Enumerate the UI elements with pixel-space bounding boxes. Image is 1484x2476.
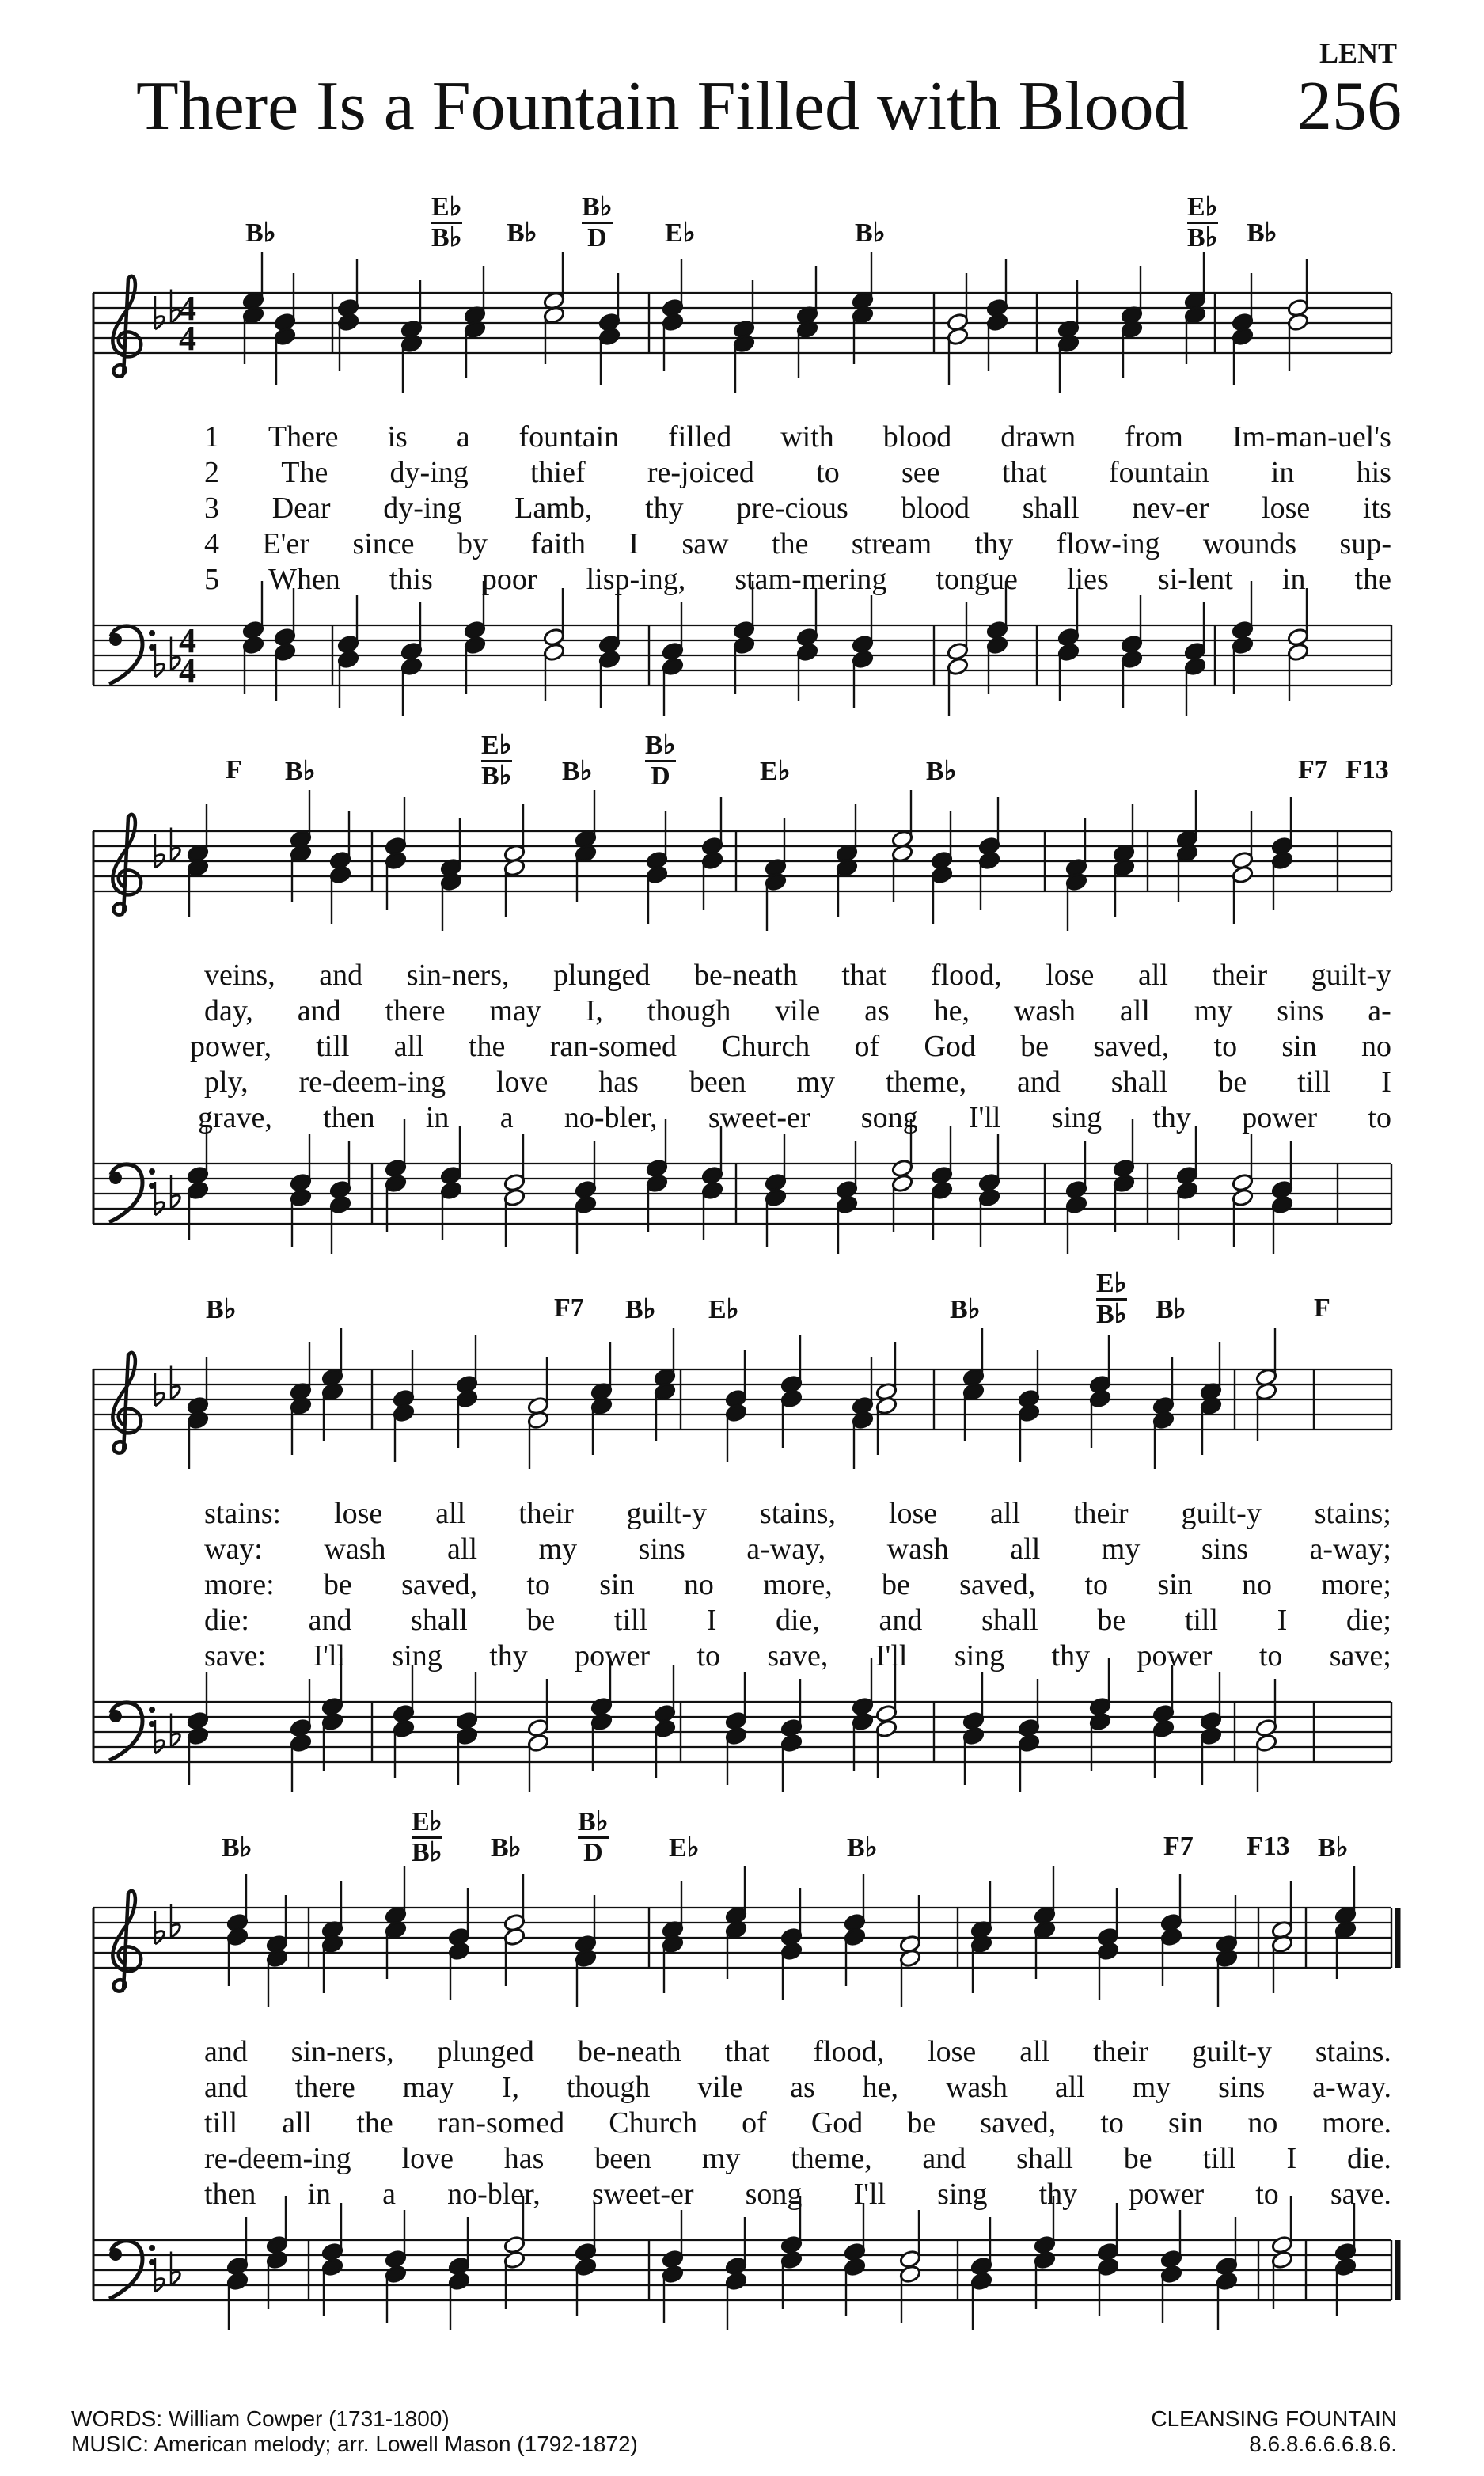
lyric-line-verse-2: 2 The dy-ing thief re-joiced to see that fountain in his xyxy=(204,456,1391,489)
treble-clef-icon xyxy=(112,1353,141,1453)
chord-symbol: B♭ xyxy=(562,757,593,786)
system-4 xyxy=(0,1807,1484,2391)
lyric-line-verse-2: and there may I, though vile as he, wash all my sins a-way. xyxy=(204,2071,1391,2104)
lyric-line-verse-4: re-deem-ing love has been my theme, and shall be till I die. xyxy=(204,2142,1391,2175)
lyric-line-verse-4: ply, re-deem-ing love has been my theme, and shall be till I xyxy=(204,1065,1391,1099)
chord-symbol: $\frac{E♭}{B♭}$ xyxy=(412,1807,442,1867)
lyric-line-verse-1: and sin-ners, plunged be-neath that flood, lose all their guilt-y stains. xyxy=(204,2035,1391,2068)
svg-text:4: 4 xyxy=(179,621,196,660)
lyric-line-verse-4: die: and shall be till I die, and shall be till I die; xyxy=(204,1604,1391,1637)
treble-time-signature xyxy=(179,289,196,358)
chord-symbol: B♭ xyxy=(245,218,276,248)
chord-symbol: $\frac{E♭}{B♭}$ xyxy=(1187,192,1218,253)
season-label: LENT xyxy=(1319,37,1397,69)
tune-name: CLEANSING FOUNTAIN xyxy=(1151,2406,1397,2431)
lyric-line-verse-5: then in a no-bler, sweet-er song I'll sing thy power to save. xyxy=(204,2178,1391,2211)
chord-symbol: F7 xyxy=(554,1293,584,1323)
words-credit: WORDS: William Cowper (1731-1800) xyxy=(71,2406,450,2431)
lyric-line-verse-5: save: I'll sing thy power to save, I'll sing thy power to save; xyxy=(204,1639,1391,1673)
hymn-number: 256 xyxy=(1297,68,1402,145)
lyric-line-verse-3: till all the ran-somed Church of God be saved, to sin no more. xyxy=(204,2106,1391,2140)
lyric-line-verse-4: 4 E'er since by faith I saw the stream thy flow-ing wounds sup- xyxy=(204,527,1391,560)
chord-symbol: $\frac{B♭}{D}$ xyxy=(645,731,676,791)
chord-symbol: F7 xyxy=(1163,1832,1194,1861)
svg-text:4: 4 xyxy=(179,319,196,358)
chord-symbol: E♭ xyxy=(669,1833,700,1863)
lyric-line-verse-3: 3 Dear dy-ing Lamb, thy pre-cious blood shall nev-er lose its xyxy=(204,492,1391,525)
chord-symbol: B♭ xyxy=(1318,1833,1349,1863)
chord-symbol: E♭ xyxy=(708,1295,739,1324)
lyric-line-verse-3: power, till all the ran-somed Church of God be saved, to sin no xyxy=(190,1030,1391,1063)
treble-clef-icon xyxy=(112,1891,141,1992)
chord-symbol: E♭ xyxy=(665,218,696,248)
music-credit: MUSIC: American melody; arr. Lowell Mason (1792-1872) xyxy=(71,2432,638,2456)
credits-left xyxy=(71,2406,638,2457)
lyric-line-verse-5: grave, then in a no-bler, sweet-er song I'll sing thy power to xyxy=(198,1101,1391,1134)
credits-right xyxy=(1151,2406,1397,2457)
treble-clef-icon xyxy=(112,276,141,377)
chord-symbol: F xyxy=(226,755,242,784)
lyric-line-verse-2: way: wash all my sins a-way, wash all my sins a-way; xyxy=(204,1532,1391,1566)
lyric-line-verse-1: stains: lose all their guilt-y stains, lose all their guilt-y stains; xyxy=(204,1497,1391,1530)
lyric-line-verse-5: 5 When this poor lisp-ing, stam-mering tongue lies si-lent in the xyxy=(204,563,1391,596)
lyric-line-verse-2: day, and there may I, though vile as he, wash all my sins a- xyxy=(204,994,1391,1027)
bass-time-signature xyxy=(179,621,196,690)
lyric-line-verse-1: veins, and sin-ners, plunged be-neath that flood, lose all their guilt-y xyxy=(204,959,1391,992)
chord-symbol: B♭ xyxy=(222,1833,252,1863)
system-3 xyxy=(0,1269,1484,1852)
chord-symbol: B♭ xyxy=(1247,218,1277,248)
chord-symbol: F13 xyxy=(1247,1832,1290,1861)
system-1 xyxy=(0,192,1484,776)
chord-symbol: B♭ xyxy=(285,757,316,786)
chord-symbol: B♭ xyxy=(847,1833,878,1863)
chord-symbol: B♭ xyxy=(855,218,886,248)
chord-symbol: B♭ xyxy=(1156,1295,1186,1324)
chord-symbol: E♭ xyxy=(760,757,791,786)
chord-symbol: $\frac{E♭}{B♭}$ xyxy=(481,731,512,791)
chord-symbol: B♭ xyxy=(491,1833,522,1863)
system-2 xyxy=(0,731,1484,1314)
chord-symbol: B♭ xyxy=(950,1295,981,1324)
hymn-title: There Is a Fountain Filled with Blood xyxy=(136,68,1189,145)
chord-symbol: B♭ xyxy=(926,757,957,786)
chord-symbol: B♭ xyxy=(507,218,537,248)
svg-text:4: 4 xyxy=(179,651,196,690)
chord-symbol: F13 xyxy=(1345,755,1389,784)
lyric-line-verse-3: more: be saved, to sin no more, be saved, to sin no more; xyxy=(204,1568,1391,1601)
chord-symbol: B♭ xyxy=(206,1295,237,1324)
chord-symbol: $\frac{E♭}{B♭}$ xyxy=(431,192,462,253)
lyric-line-verse-1: 1 There is a fountain filled with blood drawn from Im-man-uel's xyxy=(204,420,1391,454)
meter: 8.6.8.6.6.6.8.6. xyxy=(1249,2432,1397,2456)
svg-text:4: 4 xyxy=(179,289,196,328)
chord-symbol: $\frac{B♭}{D}$ xyxy=(582,192,613,253)
chord-symbol: $\frac{B♭}{D}$ xyxy=(578,1807,609,1867)
chord-symbol: $\frac{E♭}{B♭}$ xyxy=(1096,1269,1127,1329)
chord-symbol: F7 xyxy=(1298,755,1328,784)
treble-clef-icon xyxy=(112,815,141,915)
chord-symbol: F xyxy=(1314,1293,1330,1323)
chord-symbol: B♭ xyxy=(625,1295,656,1324)
